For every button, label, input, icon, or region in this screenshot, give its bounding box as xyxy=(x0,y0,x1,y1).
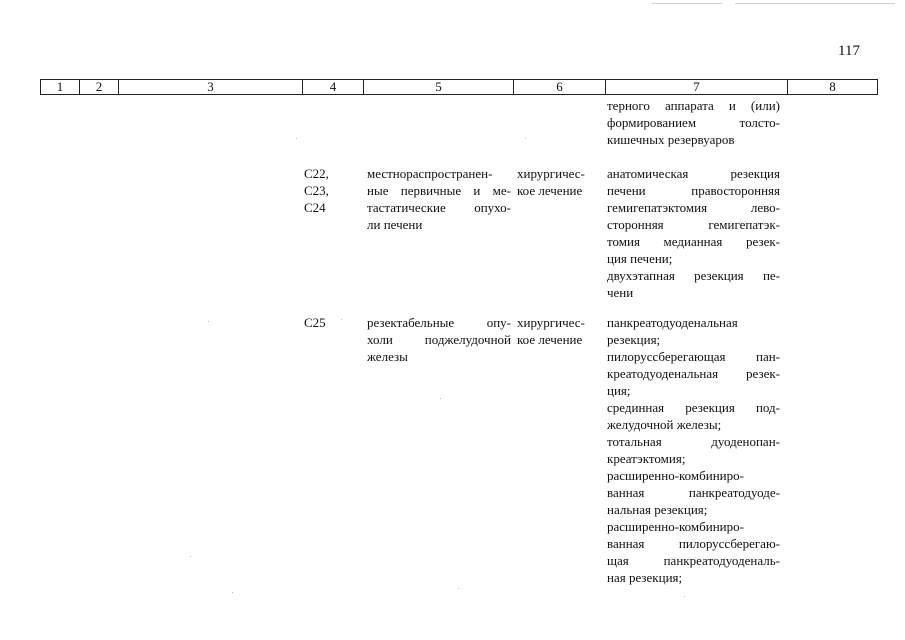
pancreas-treatment-type xyxy=(517,314,585,348)
scan-speck xyxy=(458,588,459,589)
column-header-row xyxy=(40,79,878,95)
column-header-8: 8 xyxy=(787,80,877,94)
text-line: ные первичные и ме- xyxy=(367,183,511,198)
text-line: кишечных резервуаров xyxy=(607,132,735,147)
text-line: щая панкреатодуоденаль- xyxy=(607,553,780,568)
text-line: ли печени xyxy=(367,217,423,232)
scan-speck xyxy=(440,398,441,399)
pancreas-diagnosis xyxy=(367,314,511,365)
text-line: пилоруссберегающая пан- xyxy=(607,349,780,364)
text-line: ная резекция; xyxy=(607,570,683,585)
column-header-4: 4 xyxy=(302,80,363,94)
icd-code: C24 xyxy=(304,200,326,215)
liver-diagnosis xyxy=(367,165,511,233)
text-line: местнораспространен- xyxy=(367,166,493,181)
column-header-2: 2 xyxy=(79,80,118,94)
text-line: панкреатодуоденальная xyxy=(607,315,738,330)
text-line: резекция; xyxy=(607,332,661,347)
scan-speck xyxy=(684,596,685,597)
continuation-treatment-text xyxy=(607,97,780,148)
text-line: желудочной железы; xyxy=(607,417,722,432)
text-line: расширенно-комбиниро- xyxy=(607,468,744,483)
text-line: томия медианная резек- xyxy=(607,234,780,249)
text-line: тастатические опухо- xyxy=(367,200,511,215)
column-header-5: 5 xyxy=(363,80,513,94)
scan-artifact-line xyxy=(652,3,722,4)
text-line: ция печени; xyxy=(607,251,673,266)
icd-code: C22, xyxy=(304,166,329,181)
scan-speck xyxy=(296,138,297,139)
text-line: ванная пилоруссберегаю- xyxy=(607,536,780,551)
text-line: хирургичес- xyxy=(517,315,585,330)
scan-artifact-line xyxy=(735,3,895,4)
text-line: кое лечение xyxy=(517,183,583,198)
scan-speck xyxy=(232,592,233,593)
text-line: печени правосторонняя xyxy=(607,183,780,198)
liver-treatment-methods xyxy=(607,165,780,301)
text-line: сторонняя гемигепатэк- xyxy=(607,217,780,232)
page-number: 117 xyxy=(838,43,860,59)
liver-icd-codes xyxy=(304,165,329,216)
scan-speck xyxy=(341,319,342,320)
column-header-1: 1 xyxy=(56,79,64,94)
text-line: креатодуоденальная резек- xyxy=(607,366,780,381)
column-header-3: 3 xyxy=(118,80,302,94)
text-line: резектабельные опу- xyxy=(367,315,511,330)
text-line: ция; xyxy=(607,383,631,398)
text-line: расширенно-комбиниро- xyxy=(607,519,744,534)
scan-speck xyxy=(190,556,191,557)
text-line: двухэтапная резекция пе- xyxy=(607,268,780,283)
text-line: креатэктомия; xyxy=(607,451,686,466)
text-line: терного аппарата и (или) xyxy=(607,98,780,113)
pancreas-treatment-methods xyxy=(607,314,780,586)
text-line: холи поджелудочной xyxy=(367,332,511,347)
text-line: кое лечение xyxy=(517,332,583,347)
text-line: гемигепатэктомия лево- xyxy=(607,200,780,215)
column-header-6: 6 xyxy=(513,80,605,94)
scan-speck xyxy=(208,321,209,322)
pancreas-icd-codes xyxy=(304,314,326,331)
text-line: железы xyxy=(367,349,408,364)
text-line: формированием толсто- xyxy=(607,115,780,130)
text-line: срединная резекция под- xyxy=(607,400,780,415)
scan-speck xyxy=(525,138,526,139)
text-line: тотальная дуоденопан- xyxy=(607,434,780,449)
column-header-7: 7 xyxy=(605,80,787,94)
text-line: чени xyxy=(607,285,634,300)
text-line: ванная панкреатодуоде- xyxy=(607,485,780,500)
text-line: хирургичес- xyxy=(517,166,585,181)
text-line: анатомическая резекция xyxy=(607,166,780,181)
icd-code: C23, xyxy=(304,183,329,198)
text-line: нальная резекция; xyxy=(607,502,708,517)
icd-code: C25 xyxy=(304,315,326,330)
liver-treatment-type xyxy=(517,165,585,199)
